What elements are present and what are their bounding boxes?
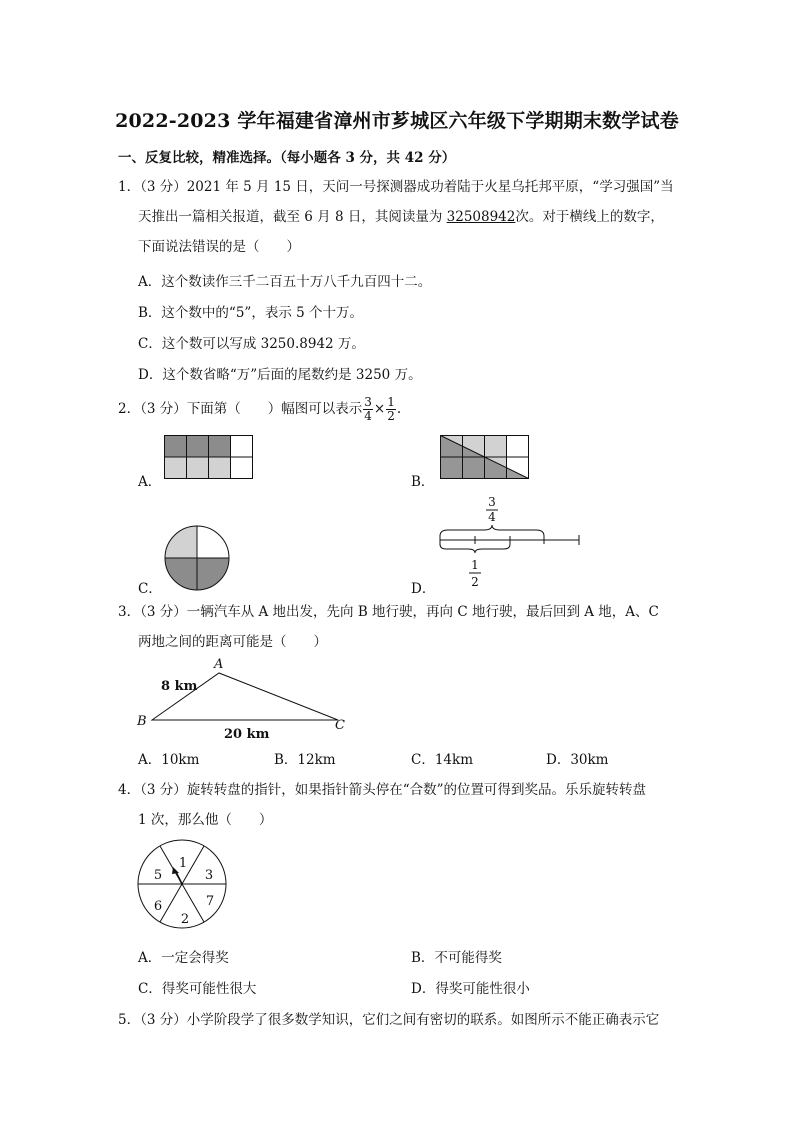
sector-label: 2 [180, 912, 190, 927]
page-title: 2022-2023 学年福建省漳州市芗城区六年级下学期期末数学试卷 [115, 110, 679, 132]
q2-figure-b [440, 435, 530, 479]
sector-label: 5 [153, 868, 163, 883]
fraction-one-half [386, 396, 396, 423]
period: . [396, 401, 402, 417]
fracd-bot-num: 1 [471, 558, 479, 572]
q2-figure-a [164, 435, 254, 479]
side-ab-label: 8 km [161, 679, 198, 694]
fracd-top-den: 4 [488, 510, 496, 524]
q1-line3: 下面说法错误的是（ ） [138, 239, 300, 255]
q4-option-d[interactable]: D．得奖可能性很小 [411, 981, 530, 997]
q4-line2: 1 次，那么他（ ） [138, 812, 273, 828]
vertex-a-label: A [214, 657, 224, 672]
q3-triangle-figure [134, 654, 354, 744]
q2-option-c[interactable]: C． [138, 581, 162, 597]
q1-line2-b: 次。对于横线上的数字， [515, 209, 664, 225]
fraction-den: 4 [364, 409, 372, 423]
q1-line2 [138, 207, 664, 227]
fraction-den: 2 [387, 409, 395, 423]
q1-option-c[interactable]: C．这个数可以写成 3250.8942 万。 [138, 336, 365, 352]
q2-text: 2．（3 分）下面第（ ）幅图可以表示 [118, 401, 363, 417]
q2-option-b[interactable]: B． [411, 474, 435, 490]
side-bc-label: 20 km [224, 727, 270, 742]
q1-number: 32508942 [446, 209, 516, 225]
vertex-c-label: C [335, 718, 345, 733]
q4-line1: 4．（3 分）旋转转盘的指针，如果指针箭头停在“合数”的位置可得到奖品。乐乐旋转转盘 [118, 782, 647, 798]
q4-option-a[interactable]: A．一定会得奖 [138, 950, 229, 966]
sector-label: 6 [153, 899, 163, 914]
q3-line1: 3．（3 分）一辆汽车从 A 地出发，先向 B 地行驶，再向 C 地行驶，最后回到 A 地，A、C [118, 604, 659, 620]
q1-option-b[interactable]: B．这个数中的“5”，表示 5 个十万。 [138, 305, 363, 321]
fraction-num: 3 [364, 395, 372, 409]
sector-label: 1 [178, 856, 188, 871]
section-heading: 一、反复比较，精准选择。（每小题各 3 分，共 42 分） [118, 150, 456, 166]
fracd-bot-den: 2 [471, 575, 479, 589]
q2-option-a[interactable]: A． [138, 474, 162, 490]
spinner-figure [136, 838, 228, 930]
sector-label: 3 [204, 868, 214, 883]
q3-option-d[interactable]: D．30km [546, 752, 609, 768]
q5-line1: 5．（3 分）小学阶段学了很多数学知识，它们之间有密切的联系。如图所示不能正确表示它 [118, 1012, 660, 1028]
q2-option-d[interactable]: D． [411, 581, 436, 597]
q2-figure-c [164, 525, 230, 591]
q1-option-a[interactable]: A．这个数读作三千二百五十万八千九百四十二。 [138, 274, 432, 290]
q1-line2-a: 天推出一篇相关报道，截至 6 月 8 日，其阅读量为 [138, 209, 447, 225]
fracd-top-num: 3 [488, 495, 496, 509]
q2-line1 [118, 396, 401, 423]
q3-option-c[interactable]: C．14km [411, 752, 473, 768]
q3-option-a[interactable]: A．10km [138, 752, 200, 768]
times-sign: × [373, 401, 386, 417]
fraction-three-quarters [363, 396, 373, 423]
sector-label: 7 [205, 894, 215, 909]
q3-line2: 两地之间的距离可能是（ ） [138, 634, 327, 650]
q3-option-b[interactable]: B．12km [274, 752, 336, 768]
q1-option-d[interactable]: D．这个数省略“万”后面的尾数约是 3250 万。 [138, 367, 422, 383]
q4-option-b[interactable]: B．不可能得奖 [411, 950, 502, 966]
fraction-num: 1 [387, 395, 395, 409]
q4-option-c[interactable]: C．得奖可能性很大 [138, 981, 257, 997]
vertex-b-label: B [137, 714, 147, 729]
q2-figure-d [434, 490, 584, 590]
q1-line1: 1．（3 分）2021 年 5 月 15 日，天问一号探测器成功着陆于火星乌托邦平原，“学习强国”当 [118, 179, 674, 195]
